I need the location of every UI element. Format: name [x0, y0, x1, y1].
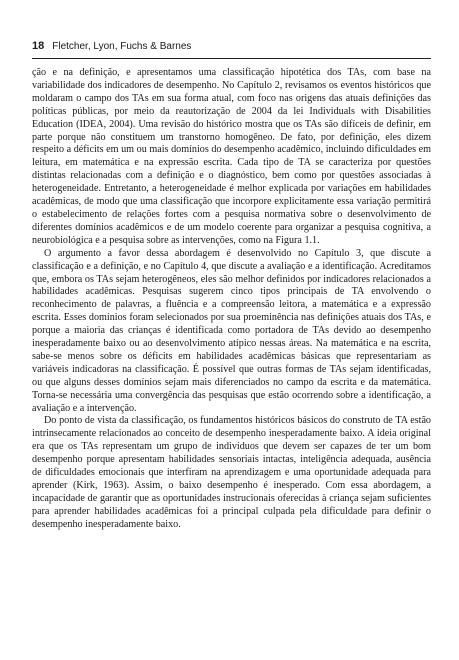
book-page [32, 40, 431, 532]
running-header-authors: Fletcher, Lyon, Fuchs & Barnes [52, 41, 192, 52]
paragraph-1: ção e na definição, e apresentamos uma classificação hipotética dos TAs, com base na variabilidade dos indicadores de desempenho. No Capítulo 2, revisamos os eventos históricos que moldaram o campo dos TAs em sua forma atual, com foco nas origens das atuais definições das políticas públicas, por meio da reautorização de 2004 da lei Individuals with Disabilities Education (IDEA, 2004). Uma revisão do histórico mostra que os TAs são difíceis de definir, em parte porque não constituem um transtorno homogêneo. De fato, por definição, eles dizem respeito a déficits em um ou mais domínios do desempenho acadêmico, incluindo dificuldades em leitura, em matemática e na expressão escrita. Cada tipo de TA se caracteriza por questões distintas relacionadas com a definição e o diagnóstico, bem como por questões associadas à heterogeneidade. Entretanto, a heterogeneidade é melhor explicada por variações em habilidades acadêmicas, de modo que uma classificação que incorpore explicitamente essa variação permitirá o estabelecimento de relações fortes com a pesquisa normativa sobre o desenvolvimento de diferentes domínios acadêmicos e de um modelo coerente para organizar a pesquisa cognitiva, a neurobiológica e a pesquisa sobre as intervenções, como na Figura 1.1. [32, 67, 431, 246]
paragraph-2: O argumento a favor dessa abordagem é desenvolvido no Capítulo 3, que discute a classificação e a definição, e no Capítulo 4, que discute a avaliação e a identificação. Acreditamos que, embora os TAs sejam heterogêneos, eles são melhor definidos por indicadores relacionados a habilidades acadêmicas. Pesquisas sugerem cinco tipos principais de TA envolvendo o reconhecimento de palavras, a fluência e a compreensão leitora, a matemática e a expressão escrita. Esses domínios foram selecionados por sua proeminência nas definições atuais dos TAs, e porque a maioria das crianças é identificada como portadora de TAs devido ao desempenho inesperadamente baixo ou ao desenvolvimento atípico nessas áreas. Na matemática e na escrita, sabe-se menos sobre os déficits em habilidades acadêmicas básicas que representariam as variáveis indicadoras na classificação. É possível que outras formas de TAs sejam identificadas, ou que alguns desses domínios sejam mais diferenciados no campo da escrita e da matemática. Torna-se necessária uma convergência das pesquisas que estão ocorrendo sobre a identificação, a avaliação e a intervenção. [32, 247, 431, 414]
paragraph-3: Do ponto de vista da classificação, os fundamentos históricos básicos do construto de TA estão intrinsecamente relacionados ao conceito de desempenho inesperadamente baixo. A ideia original era que os TAs representam um grupo de indivíduos que devem ser capazes de ter um bom desempenho porque apresentam habilidades sensoriais intactas, inteligência adequada, ausência de dificuldades emocionais que interfiram na aprendizagem e uma oportunidade adequada para aprender (Kirk, 1963). Assim, o baixo desempenho é inesperado. Com essa abordagem, a incapacidade de garantir que as oportunidades instrucionais oferecidas à criança sejam suficientes para aprender habilidades acadêmicas foi a principal culpada pela dificuldade para definir o desempenho inesperadamente baixo. [32, 415, 431, 530]
running-header [32, 40, 431, 59]
body-text [32, 67, 431, 532]
page-number: 18 [32, 40, 45, 52]
